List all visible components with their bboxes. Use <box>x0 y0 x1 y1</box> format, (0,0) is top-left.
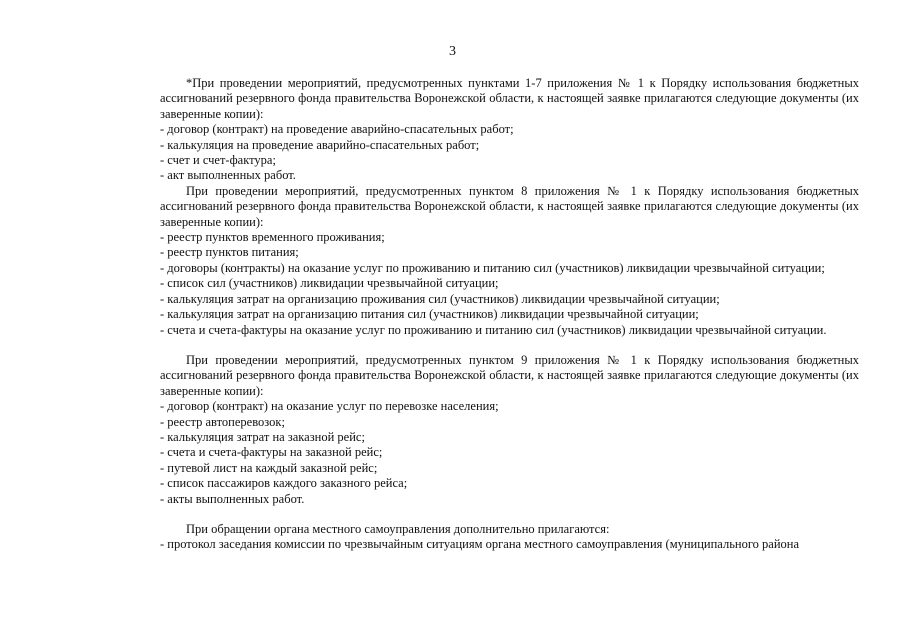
section-1-intro: *При проведении мероприятий, предусмотренных пунктами 1-7 приложения № 1 к Порядку использования бюджетных ассигнований резервного фонда правительства Воронежской области, к настоящей заявке прилагаются следующие документы (их заверенные копии): <box>160 76 859 121</box>
list-item: - счета и счета-фактуры на оказание услуг по проживанию и питанию сил (участников) ликвидации чрезвычайной ситуации. <box>160 322 827 337</box>
list-item: - протокол заседания комиссии по чрезвычайным ситуациям органа местного самоуправления (муниципального района <box>160 537 800 552</box>
list-item: - акт выполненных работ. <box>160 168 296 183</box>
section-4-list <box>160 537 859 552</box>
section-3-list <box>160 399 859 507</box>
paragraph-gap <box>160 507 859 522</box>
section-3-intro: При проведении мероприятий, предусмотренных пунктом 9 приложения № 1 к Порядку использования бюджетных ассигнований резервного фонда правительства Воронежской области, к настоящей заявке прилагаются следующие документы (их заверенные копии): <box>160 352 859 398</box>
list-item: - калькуляция затрат на заказной рейс; <box>160 429 365 444</box>
list-item: - калькуляция затрат на организацию проживания сил (участников) ликвидации чрезвычайной ситуации; <box>160 291 720 306</box>
section-4-intro: При обращении органа местного самоуправления дополнительно прилагаются: <box>186 521 610 536</box>
paragraph-gap <box>160 338 859 353</box>
list-item: - список сил (участников) ликвидации чрезвычайной ситуации; <box>160 276 499 291</box>
list-item: - договоры (контракты) на оказание услуг по проживанию и питанию сил (участников) ликвидации чрезвычайной ситуации; <box>160 260 825 275</box>
page-number: 3 <box>449 44 456 59</box>
list-item: - счета и счета-фактуры на заказной рейс; <box>160 445 383 460</box>
list-item: - договор (контракт) на оказание услуг по перевозке населения; <box>160 399 499 414</box>
list-item: - калькуляция затрат на организацию питания сил (участников) ликвидации чрезвычайной ситуации; <box>160 307 699 322</box>
section-1-list <box>160 122 859 184</box>
list-item: - калькуляция на проведение аварийно-спасательных работ; <box>160 137 480 152</box>
list-item: - реестр пунктов временного проживания; <box>160 230 385 245</box>
list-item: - реестр пунктов питания; <box>160 245 299 260</box>
list-item: - счет и счет-фактура; <box>160 153 276 168</box>
list-item: - путевой лист на каждый заказной рейс; <box>160 460 378 475</box>
list-item: - реестр автоперевозок; <box>160 414 285 429</box>
section-2-list <box>160 230 859 338</box>
document-body <box>160 76 859 553</box>
section-2-intro: При проведении мероприятий, предусмотренных пунктом 8 приложения № 1 к Порядку использования бюджетных ассигнований резервного фонда правительства Воронежской области, к настоящей заявке прилагаются следующие документы (их заверенные копии): <box>160 183 859 229</box>
list-item: - договор (контракт) на проведение аварийно-спасательных работ; <box>160 122 514 137</box>
list-item: - акты выполненных работ. <box>160 491 305 506</box>
list-item: - список пассажиров каждого заказного рейса; <box>160 476 408 491</box>
